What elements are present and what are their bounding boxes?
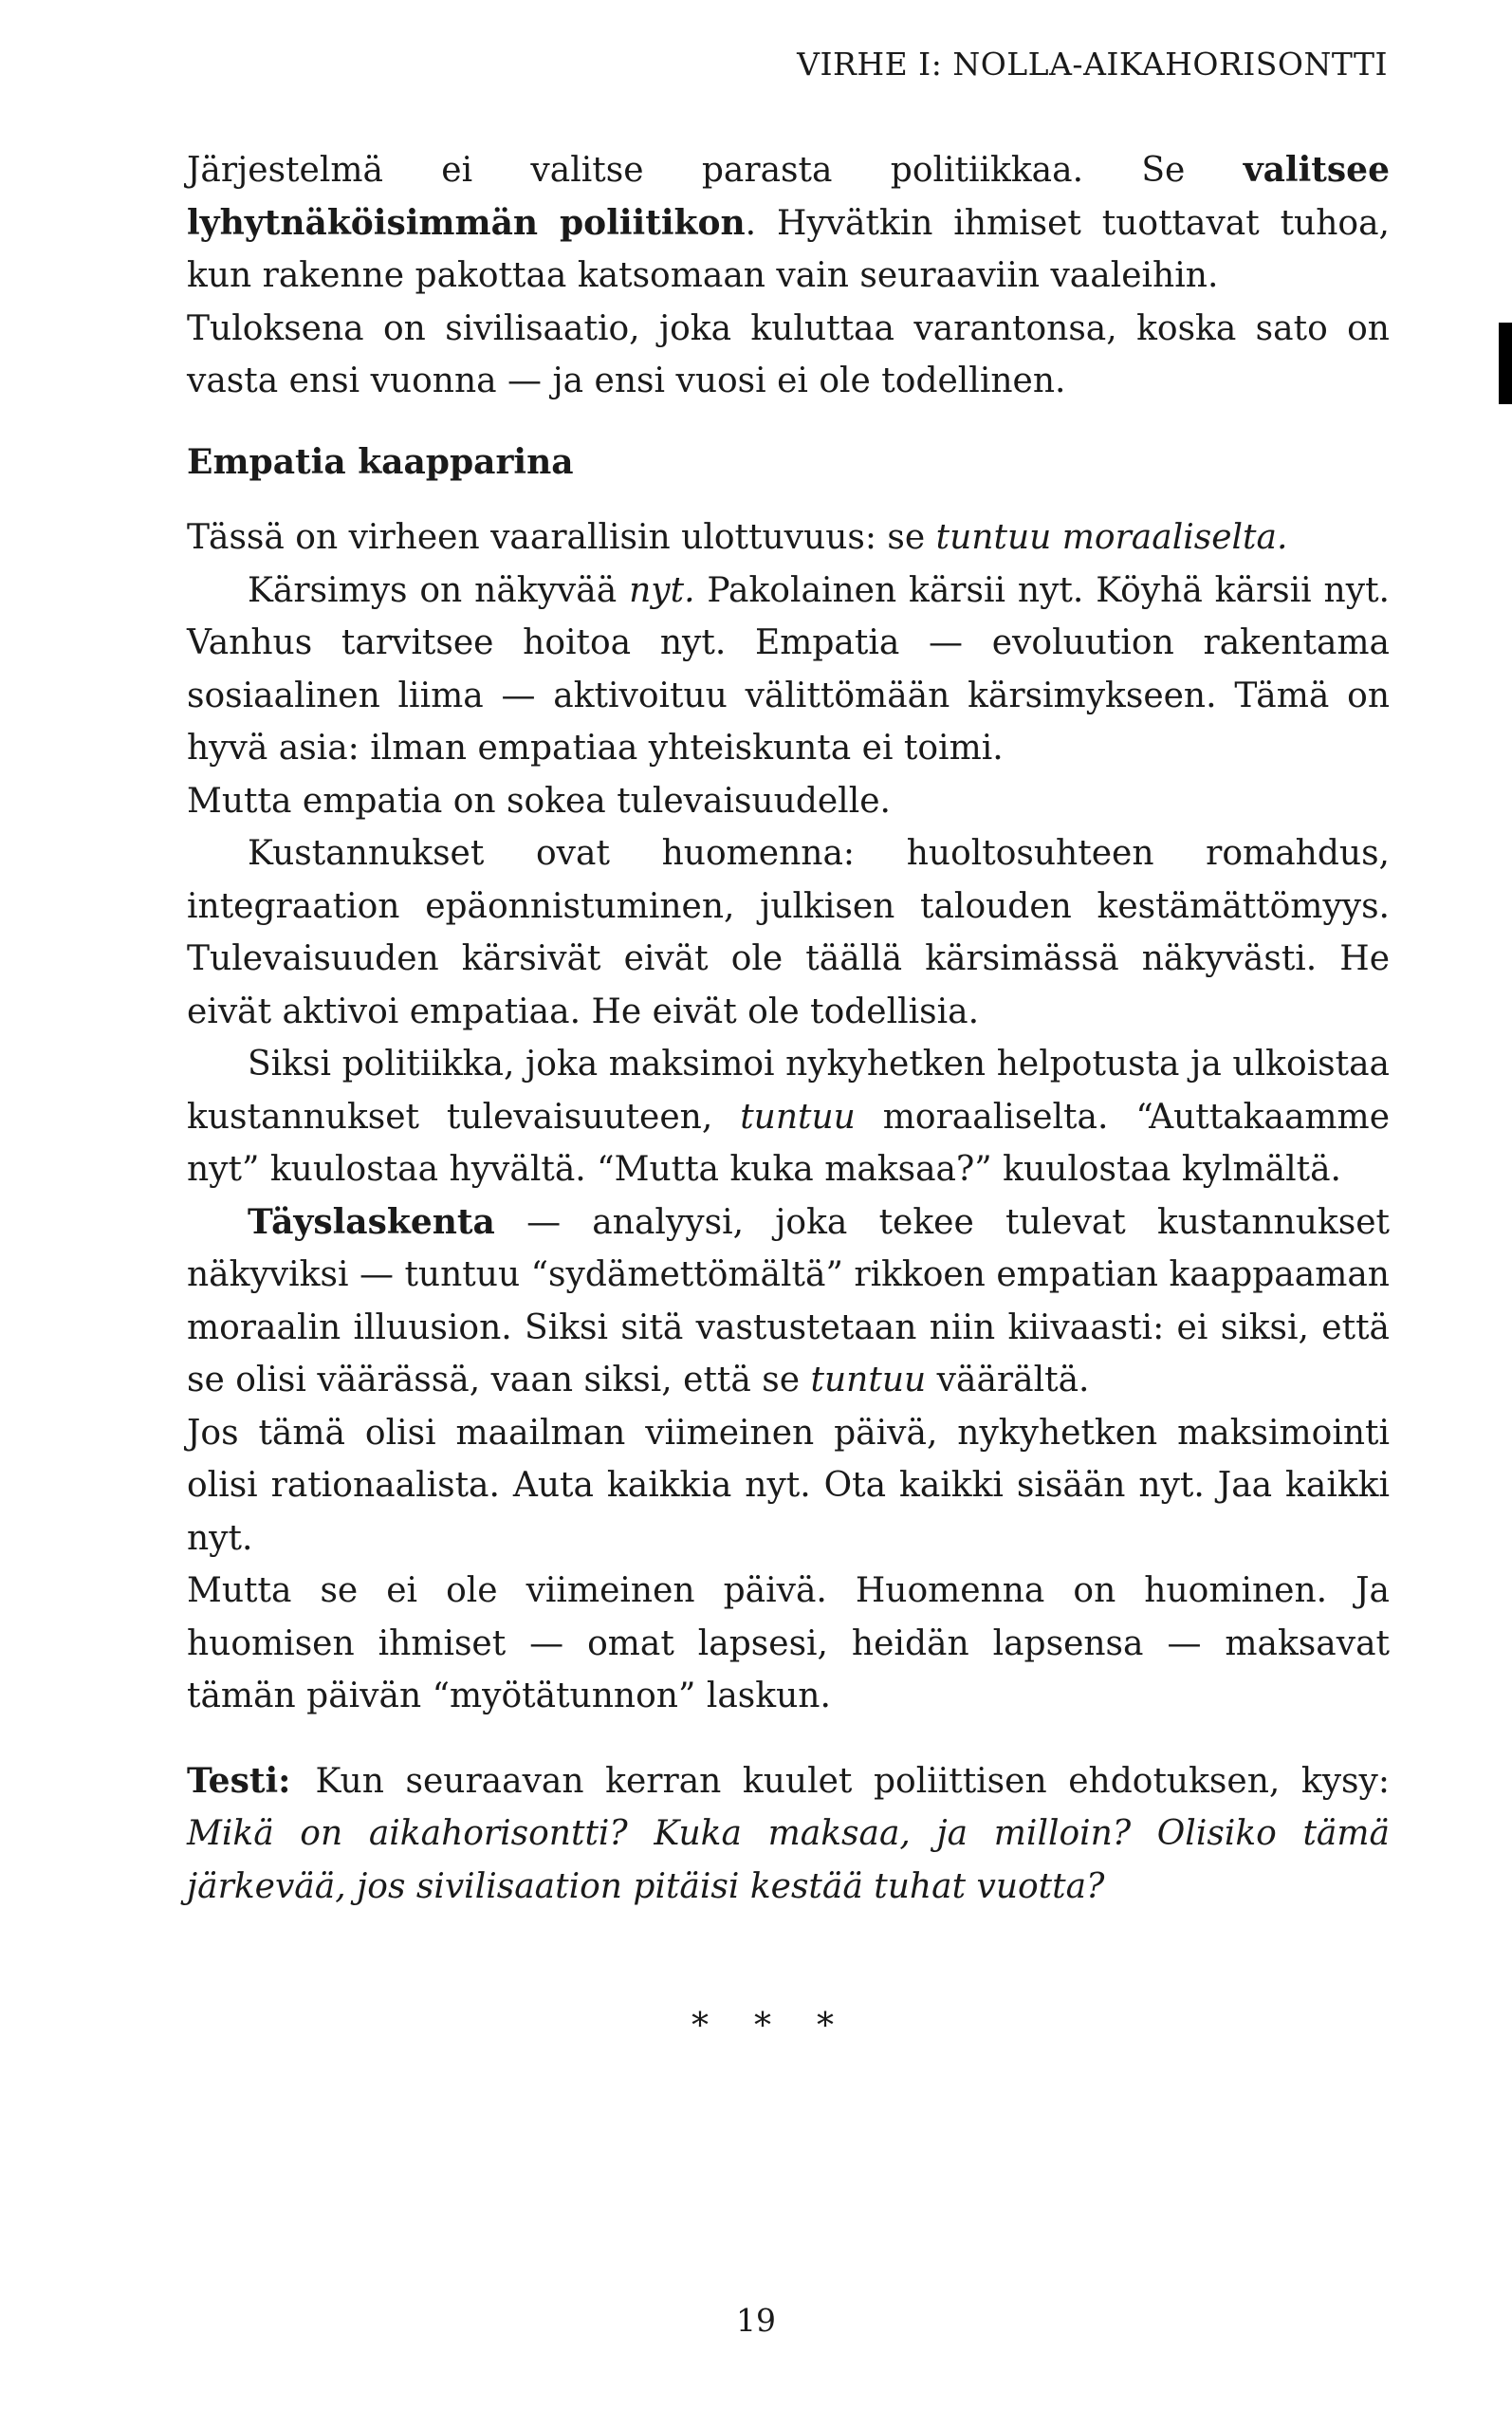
section-paragraph-6 — [187, 1196, 1390, 1407]
section-p5-text-a: Siksi politiikka, joka maksimoi nykyhetken helpotusta ja ulkoistaa kustannukset tulevaisuuteen, — [187, 1045, 1390, 1137]
section-paragraph-2 — [187, 565, 1390, 775]
section-paragraph-4: Kustannukset ovat huomenna: huoltosuhteen romahdus, integraation epäonnistuminen, julkisen talouden kestämättömyys. Tulevaisuuden kärsivät eivät ole täällä kärsimässä näkyvästi. He eivät aktivoi empatiaa. He eivät ole todellisia. — [187, 834, 1390, 1031]
section-p6-italic: tuntuu — [810, 1361, 927, 1399]
test-question: Mikä on aikahorisontti? Kuka maksaa, ja milloin? Olisiko tämä järkevää, jos sivilisaation pitäisi kestää tuhat vuotta? — [187, 1814, 1390, 1906]
test-text: Kun seuraavan kerran kuulet poliittisen ehdotuksen, kysy: — [315, 1761, 1390, 1801]
section-paragraph-5 — [187, 1038, 1390, 1196]
section-paragraph-7: Jos tämä olisi maailman viimeinen päivä, nykyhetken maksimointi olisi rationaalista. Auta kaikkia nyt. Ota kaikki sisään nyt. Jaa kaikki nyt. — [187, 1413, 1390, 1558]
section-paragraph-8: Mutta se ei ole viimeinen päivä. Huomenna on huominen. Ja huomisen ihmiset — omat lapsesi, heidän lapsensa — maksavat tämän päivän “myötätunnon” laskun. — [187, 1571, 1390, 1715]
separator-star: * — [691, 2007, 709, 2046]
section-p6-text-b: — analyysi, joka tekee tulevat kustannukset näkyviksi — tuntuu “sydämettömältä” rikkoen empatian kaappaaman moraalin illuusion. Siksi sitä vastustetaan niin kiivaasti: ei siksi, että se olisi väärässä, vaan siksi, että se — [187, 1202, 1390, 1399]
intro-paragraph-1 — [187, 144, 1390, 303]
page-body — [187, 144, 1390, 1913]
section-heading: Empatia kaapparina — [187, 441, 574, 482]
test-paragraph — [187, 1755, 1390, 1914]
section-paragraph-1 — [187, 511, 1390, 565]
section-p2-text-c: Pakolainen kärsii nyt. Köyhä kärsii nyt. Vanhus tarvitsee hoitoa nyt. Empatia — evoluution rakentama sosiaalinen liima — aktivoituu välittömään kärsimykseen. Tämä on hyvä asia: ilman empatiaa yhteiskunta ei toimi. — [187, 570, 1390, 768]
section-p1-text-a: Tässä on virheen vaarallisin ulottuvuus: se — [187, 518, 936, 557]
intro-p1-bold: valitsee lyhytnäköisimmän poliitikon — [187, 150, 1390, 243]
section-p1-italic: tuntuu moraaliselta. — [935, 518, 1288, 557]
section-paragraph-3: Mutta empatia on sokea tulevaisuudelle. — [187, 781, 891, 821]
section-separator — [0, 2003, 1512, 2050]
page-number: 19 — [736, 2302, 776, 2339]
test-label: Testi: — [187, 1760, 291, 1801]
separator-star: * — [817, 2007, 834, 2046]
section-p5-italic: tuntuu — [740, 1097, 856, 1137]
section-p6-text-d: väärältä. — [926, 1361, 1090, 1399]
running-head-title: VIRHE I: NOLLA-AIKAHORISONTTI — [797, 46, 1388, 83]
intro-p1-text-c: . Hyvätkin ihmiset tuottavat tuhoa, kun rakenne pakottaa katsomaan vain seuraaviin vaaleihin. — [187, 203, 1391, 295]
intro-paragraph-2: Tuloksena on sivilisaatio, joka kuluttaa varantonsa, koska sato on vasta ensi vuonna — ja ensi vuosi ei ole todellinen. — [187, 308, 1390, 400]
chapter-thumb-tab — [1499, 323, 1512, 404]
separator-star: * — [754, 2007, 771, 2046]
section-p2-text-a: Kärsimys on näkyvää — [248, 570, 630, 610]
section-p2-italic: nyt. — [629, 570, 695, 610]
section-p6-bold: Täyslaskenta — [248, 1201, 495, 1242]
intro-p1-text-a: Järjestelmä ei valitse parasta politiikkaa. Se — [187, 151, 1244, 190]
section-p5-text-c: moraaliselta. “Auttakaamme nyt” kuulostaa hyvältä. “Mutta kuka maksaa?” kuulostaa kylmältä. — [187, 1097, 1390, 1189]
